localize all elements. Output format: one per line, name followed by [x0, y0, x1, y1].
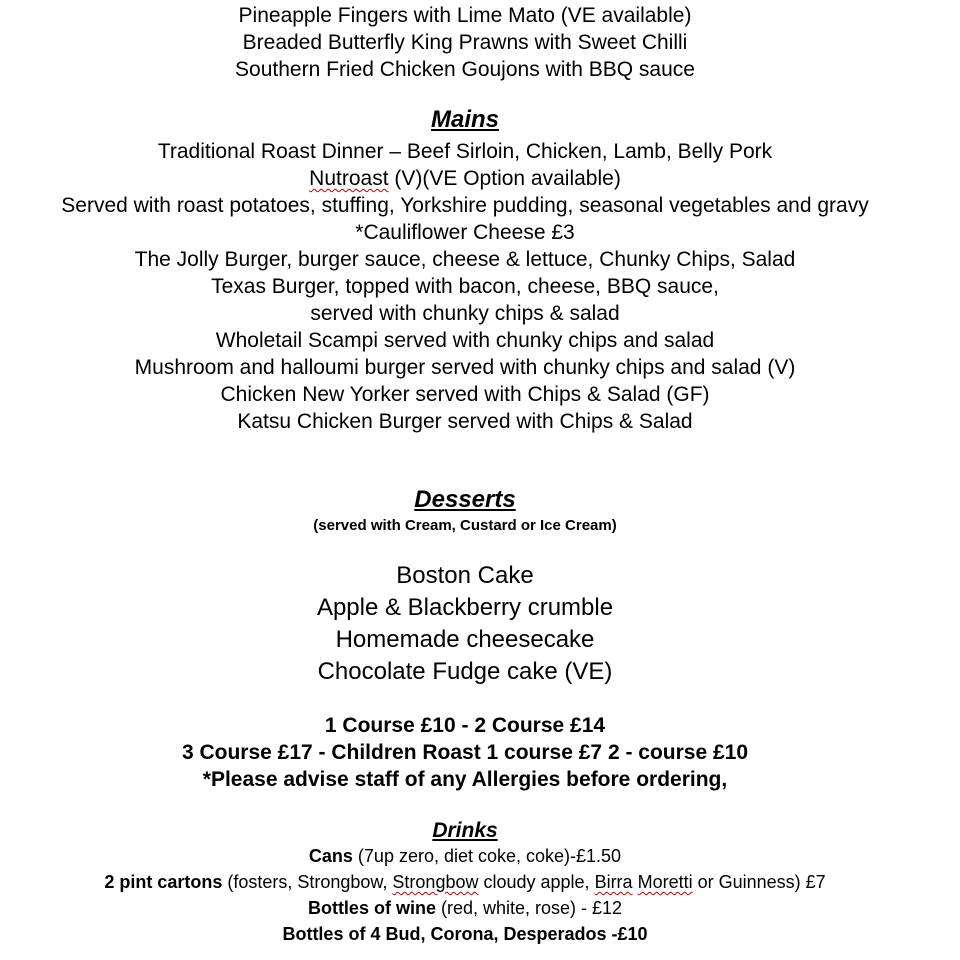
drinks-item	[0, 870, 930, 895]
mains-item: Served with roast potatoes, stuffing, Yorkshire pudding, seasonal vegetables and gravy	[61, 194, 869, 217]
drinks-item: Bottles of 4 Bud, Corona, Desperados -£10	[282, 924, 648, 944]
dessert-item: Boston Cake	[396, 562, 534, 589]
mains-item-text: (V)(VE Option available)	[388, 167, 621, 190]
starter-item: Pineapple Fingers with Lime Mato (VE available)	[238, 4, 692, 27]
drinks-item	[0, 896, 930, 921]
drinks-item-detail: (red, white, rose) - £12	[435, 898, 623, 918]
mains-item: The Jolly Burger, burger sauce, cheese & lettuce, Chunky Chips, Salad	[134, 248, 796, 271]
drinks-heading: Drinks	[432, 819, 498, 842]
allergy-notice: *Please advise staff of any Allergies before ordering,	[202, 768, 728, 791]
drinks-item-label: 2 pint cartons	[104, 872, 223, 892]
desserts-note: (served with Cream, Custard or Ice Cream)	[313, 517, 617, 534]
dessert-item: Apple & Blackberry crumble	[316, 594, 614, 621]
spellcheck-word: Birra	[594, 872, 633, 892]
drinks-item-detail: (7up zero, diet coke, coke)-£1.50	[352, 846, 622, 866]
dessert-item: Chocolate Fudge cake (VE)	[317, 658, 613, 685]
mains-item: Chicken New Yorker served with Chips & Salad (GF)	[220, 383, 710, 406]
spellcheck-word: Nutroast	[309, 167, 389, 190]
mains-item	[0, 166, 930, 192]
mains-item: Katsu Chicken Burger served with Chips & Salad	[237, 410, 693, 433]
desserts-heading: Desserts	[414, 486, 516, 513]
spellcheck-word: Strongbow	[392, 872, 479, 892]
drinks-item	[0, 844, 930, 869]
mains-item: *Cauliflower Cheese £3	[355, 221, 575, 244]
drinks-item-detail: or Guinness) £7	[692, 872, 826, 892]
mains-item: Mushroom and halloumi burger served with chunky chips and salad (V)	[134, 356, 796, 379]
starter-item: Southern Fried Chicken Goujons with BBQ sauce	[235, 58, 695, 81]
pricing-line: 1 Course £10 - 2 Course £14	[324, 714, 606, 737]
mains-item: served with chunky chips & salad	[310, 302, 620, 325]
dessert-item: Homemade cheesecake	[335, 626, 595, 653]
mains-item: Traditional Roast Dinner – Beef Sirloin, Chicken, Lamb, Belly Pork	[157, 140, 773, 163]
drinks-item-detail: (fosters, Strongbow,	[222, 872, 393, 892]
mains-heading: Mains	[430, 106, 499, 133]
pricing-line: 3 Course £17 - Children Roast 1 course £7 2 - course £10	[181, 741, 749, 764]
starter-item: Breaded Butterfly King Prawns with Sweet Chilli	[242, 31, 688, 54]
mains-item: Wholetail Scampi served with chunky chips and salad	[215, 329, 715, 352]
spellcheck-word: Moretti	[637, 872, 693, 892]
drinks-item-detail: cloudy apple,	[478, 872, 595, 892]
drinks-item-label: Cans	[308, 846, 353, 866]
mains-item: Texas Burger, topped with bacon, cheese, BBQ sauce,	[211, 275, 719, 298]
drinks-item-label: Bottles of wine	[307, 898, 436, 918]
